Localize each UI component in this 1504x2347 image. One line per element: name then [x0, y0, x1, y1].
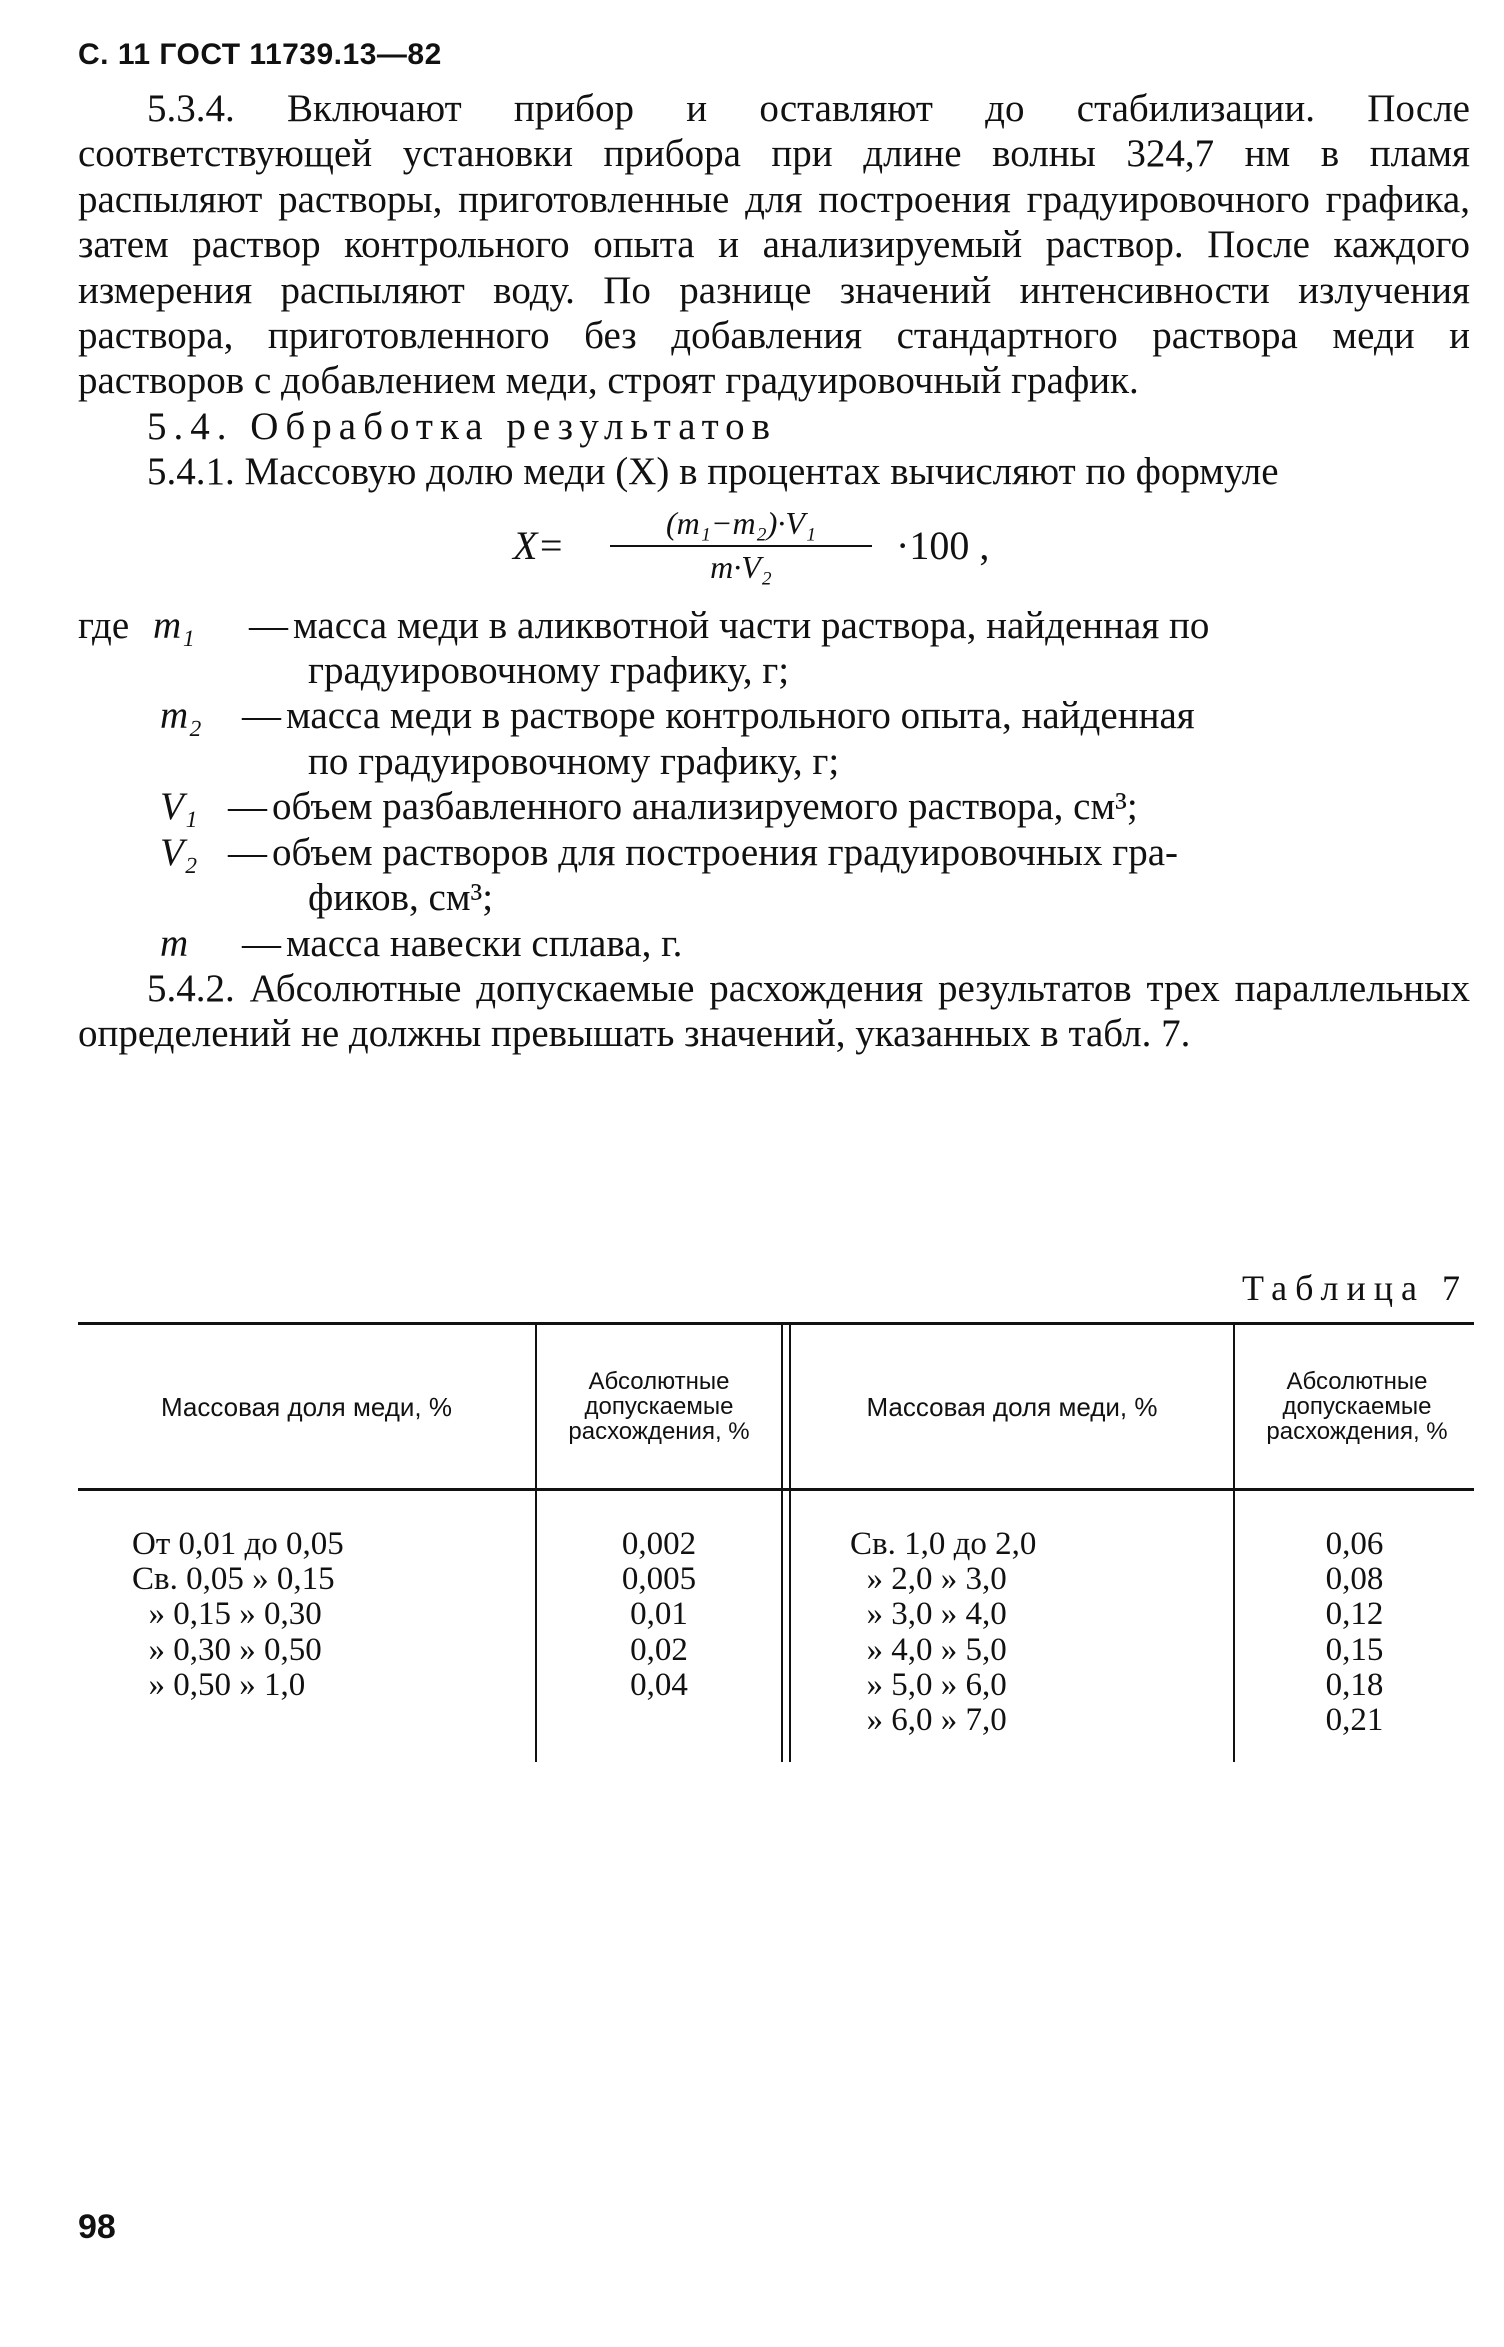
definition-item — [78, 921, 1470, 966]
table-cell: » 0,50 » 1,0 — [132, 1666, 306, 1703]
definition-item — [78, 603, 1470, 694]
definition-text: объем растворов для построения градуировочных гра- — [272, 830, 1179, 874]
table-cell: » 4,0 » 5,0 — [850, 1631, 1007, 1668]
table-cell: 0,005 — [621, 1561, 697, 1598]
definition-dash: — — [228, 830, 267, 874]
formula — [78, 503, 1470, 597]
table-cell: 0,06 — [1325, 1526, 1384, 1562]
table-cell: 0,002 — [621, 1526, 697, 1562]
formula-lhs: X= — [513, 522, 565, 568]
table-cell: 0,12 — [1325, 1596, 1384, 1633]
definition-symbol: m₁ — [152, 603, 195, 647]
definition-dash: — — [242, 694, 281, 738]
definition-continuation: градуировочному графику, г; — [308, 649, 790, 693]
formula-numerator: (m₁−m₂)·V₁ — [610, 503, 872, 547]
paragraph-5-4-1: 5.4.1. Массовую долю меди (X) в процентах вычисляют по формуле — [147, 450, 1279, 494]
table-cell: От 0,01 до 0,05 — [132, 1526, 344, 1562]
definition-item — [78, 830, 1470, 921]
paragraph-5-4-2: 5.4.2. Абсолютные допускаемые расхождения результатов трех параллельных определений не должны превышать значений, указанных в табл. 7. — [78, 966, 1470, 1056]
table-column-left-values — [537, 1527, 781, 1703]
table-cell: 0,15 — [1325, 1631, 1384, 1668]
table-column-right-values — [1235, 1527, 1474, 1738]
definition-symbol: V₁ — [160, 785, 198, 829]
table-column-divider — [781, 1322, 783, 1762]
definition-dash: — — [228, 785, 267, 829]
table-cell: 0,08 — [1325, 1561, 1384, 1598]
definition-dash: — — [248, 603, 288, 647]
definition-symbol: V₂ — [160, 830, 198, 874]
table-header-cell: Абсолютные допускаемые расхождения, % — [568, 1368, 750, 1445]
table-header-cell: Абсолютные допускаемые расхождения, % — [1266, 1368, 1448, 1445]
table-cell: 0,01 — [630, 1596, 688, 1633]
definition-item — [78, 784, 1470, 829]
table-caption: Таблица 7 — [1242, 1268, 1468, 1308]
table-cell: » 2,0 » 3,0 — [850, 1561, 1007, 1598]
table-7 — [78, 1322, 1474, 1762]
table-cell: Св. 1,0 до 2,0 — [850, 1526, 1037, 1562]
table-cell: » 5,0 » 6,0 — [850, 1666, 1007, 1703]
definition-item — [78, 693, 1470, 784]
table-cell: » 0,15 » 0,30 — [132, 1596, 322, 1633]
definition-text: объем разбавленного анализируемого раствора, см³; — [272, 785, 1138, 829]
body-text — [78, 86, 1470, 1057]
definition-text: масса меди в растворе контрольного опыта, найденная — [286, 694, 1195, 738]
definition-text: масса меди в аликвотной части раствора, найденная по — [292, 603, 1210, 647]
definition-symbol: m — [160, 921, 189, 965]
page-number: 98 — [78, 2208, 116, 2246]
table-cell: 0,21 — [1325, 1702, 1384, 1739]
table-cell: 0,04 — [630, 1666, 688, 1703]
table-cell: » 6,0 » 7,0 — [850, 1702, 1007, 1739]
formula-denominator: m·V₂ — [710, 548, 772, 585]
definition-continuation: фиков, см³; — [308, 876, 494, 920]
table-cell: 0,18 — [1325, 1666, 1384, 1703]
formula-fraction — [610, 503, 872, 587]
page-header: С. 11 ГОСТ 11739.13—82 — [78, 38, 442, 71]
table-cell: Св. 0,05 » 0,15 — [132, 1561, 335, 1598]
table-header-cell: Массовая доля меди, % — [866, 1391, 1158, 1422]
section-heading-5-4: 5.4. Обработка результатов — [147, 404, 778, 448]
table-cell: » 0,30 » 0,50 — [132, 1631, 322, 1668]
definition-list — [78, 603, 1470, 966]
paragraph-5-3-4: 5.3.4. Включают прибор и оставляют до стабилизации. После соответствующей установки прибора при длине волны 324,7 нм в пламя распыляют растворы, приготовленные для построения градуировочного графика, затем раствор контрольного опыта и анализируемый раствор. После каждого измерения распыляют воду. По разнице значений интенсивности излучения раствора, приготовленного без добавления стандартного раствора меди и растворов с добавлением меди, строят градуировочный график. — [78, 87, 1470, 403]
table-cell: » 3,0 » 4,0 — [850, 1596, 1007, 1633]
definition-prefix: где — [78, 603, 130, 647]
definition-symbol: m₂ — [160, 694, 202, 738]
definition-text: масса навески сплава, г. — [286, 921, 683, 965]
formula-tail: ·100 , — [896, 522, 990, 568]
definition-continuation: по градуировочному графику, г; — [308, 739, 840, 783]
table-column-left-ranges — [132, 1527, 532, 1703]
definition-dash: — — [242, 921, 281, 965]
table-column-right-ranges — [850, 1527, 1230, 1738]
table-header-rule — [78, 1488, 1474, 1491]
table-cell: 0,02 — [630, 1631, 688, 1668]
table-header-cell: Массовая доля меди, % — [160, 1391, 452, 1422]
